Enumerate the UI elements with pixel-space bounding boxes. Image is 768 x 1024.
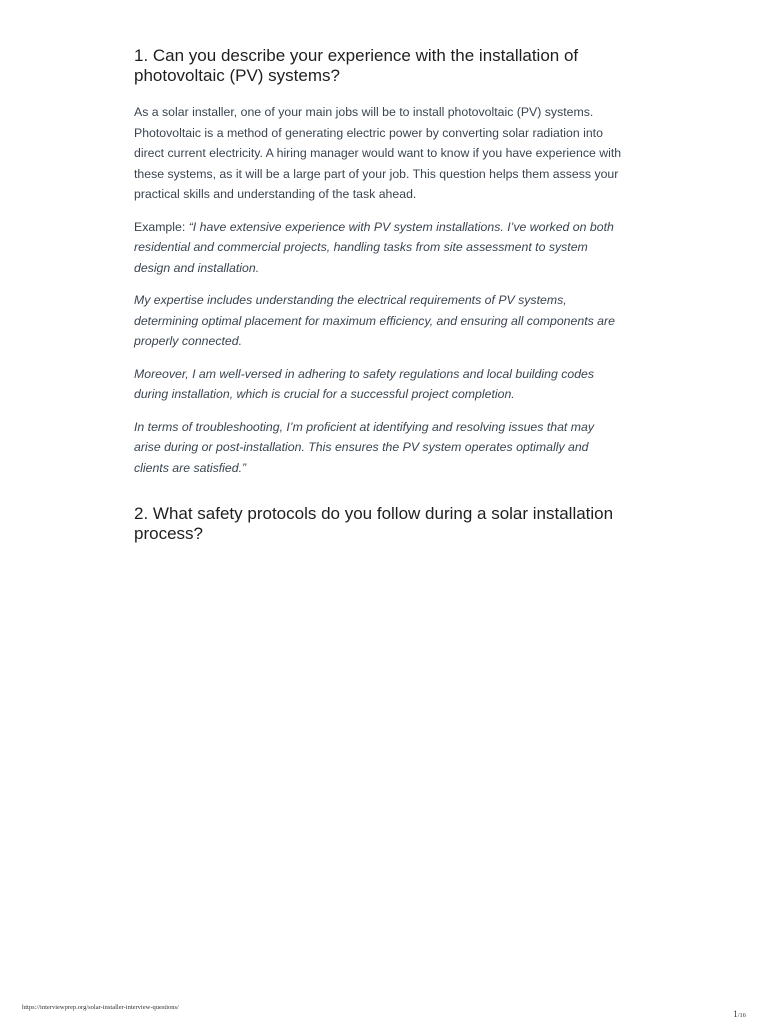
example-paragraph-4: In terms of troubleshooting, I’m proficient at identifying and resolving issues that may arise during or post-installation. This ensures the PV system operates optimally and clients are satisfied.”	[134, 419, 594, 475]
document-content	[134, 46, 624, 544]
example-paragraph-2: My expertise includes understanding the electrical requirements of PV systems, determining optimal placement for maximum efficiency, and ensuring all components are properly connected.	[134, 293, 615, 348]
example-text-1: “I have extensive experience with PV system installations. I’ve worked on both residential and commercial projects, handling tasks from site assessment to system design and installation.	[134, 219, 614, 275]
example-label: Example:	[134, 219, 189, 234]
question-2-heading: 2. What safety protocols do you follow during a solar installation process?	[134, 504, 614, 543]
page-total: /16	[737, 1012, 746, 1019]
example-paragraph-3: Moreover, I am well-versed in adhering to safety regulations and local building codes during installation, which is crucial for a successful project completion.	[134, 366, 595, 401]
page-number	[733, 1004, 746, 1022]
page-current: 1	[733, 1009, 738, 1019]
example-paragraph-1	[134, 217, 624, 279]
question-1-intro: As a solar installer, one of your main jobs will be to install photovoltaic (PV) systems. Photovoltaic is a method of generating electric power by converting solar radiation into direct current electricity. A hiring manager would want to know if you have experience with these systems, as it will be a large part of your job. This question helps them assess your practical skills and understanding of the task ahead.	[134, 105, 622, 201]
question-1-heading: 1. Can you describe your experience with the installation of photovoltaic (PV) systems?	[134, 46, 579, 85]
footer-url-link[interactable]: https://interviewprep.org/solar-installer-interview-questions/	[22, 1004, 179, 1011]
